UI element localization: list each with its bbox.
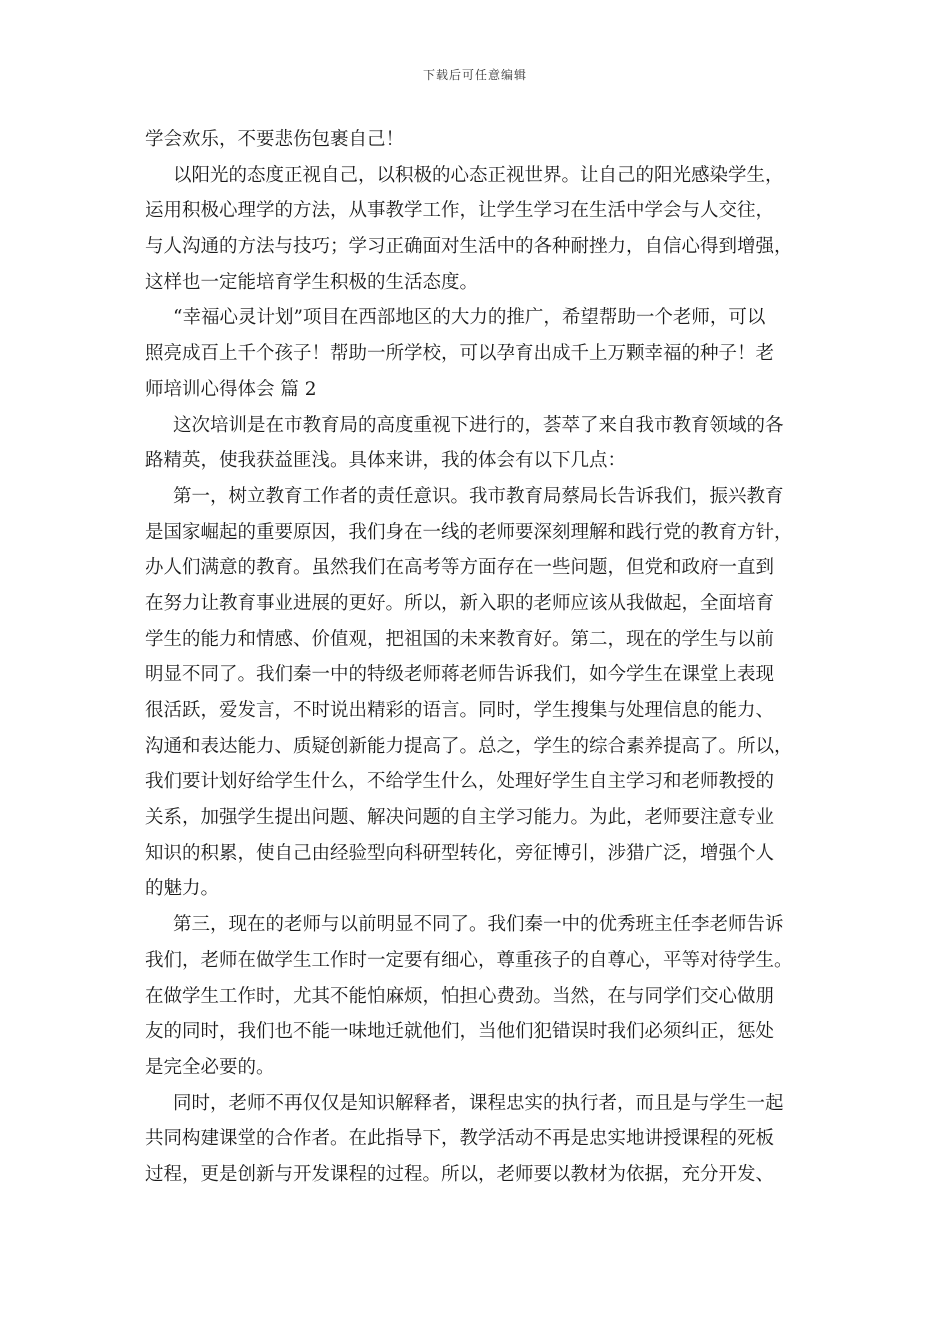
text-line: 学会欢乐，不要悲伤包裹自己！ bbox=[145, 129, 405, 150]
text-line: 以阳光的态度正视自己，以积极的心态正视世界。让自己的阳光感染学生， bbox=[173, 164, 784, 186]
text-line: 的魅力。 bbox=[145, 878, 220, 900]
text-line: 第一，树立教育工作者的责任意识。我市教育局蔡局长告诉我们，振兴教育 bbox=[173, 485, 784, 507]
text-line: 是国家崛起的重要原因，我们身在一线的老师要深刻理解和践行党的教育方针， bbox=[145, 521, 793, 543]
paragraph bbox=[145, 122, 805, 158]
text-line: 这次培训是在市教育局的高度重视下进行的，荟萃了来自我市教育领域的各 bbox=[173, 414, 784, 436]
text-line: 在努力让教育事业进展的更好。所以，新入职的老师应该从我做起，全面培育 bbox=[145, 592, 775, 614]
paragraph bbox=[145, 408, 805, 479]
text-line: 过程，更是创新与开发课程的过程。所以，老师要以教材为依据，充分开发、 bbox=[145, 1163, 775, 1185]
text-line: 照亮成百上千个孩子！帮助一所学校，可以孕育出成千上万颗幸福的种子！老 bbox=[145, 343, 775, 365]
text-line: 学生的能力和情感、价值观，把祖国的未来教育好。第二，现在的学生与以前 bbox=[145, 628, 775, 650]
paragraph bbox=[145, 158, 805, 301]
text-line: 第三，现在的老师与以前明显不同了。我们秦一中的优秀班主任李老师告诉 bbox=[173, 914, 784, 936]
paragraph bbox=[145, 907, 805, 1085]
text-line: “幸福心灵计划”项目在西部地区的大力的推广，希望帮助一个老师，可以 bbox=[173, 307, 766, 329]
text-line: 路精英，使我获益匪浅。具体来讲，我的体会有以下几点： bbox=[145, 450, 627, 472]
text-line: 知识的积累，使自己由经验型向科研型转化，旁征博引，涉猎广泛，增强个人 bbox=[145, 842, 775, 864]
text-line: 共同构建课堂的合作者。在此指导下，教学活动不再是忠实地讲授课程的死板 bbox=[145, 1128, 775, 1150]
paragraph bbox=[145, 479, 805, 907]
text-line: 是完全必要的。 bbox=[145, 1056, 275, 1078]
text-line: 运用积极心理学的方法，从事教学工作，让学生学习在生活中学会与人交往， bbox=[145, 200, 775, 222]
text-line: 办人们满意的教育。虽然我们在高考等方面存在一些问题，但党和政府一直到 bbox=[145, 557, 775, 579]
text-line: 师培训心得体会 篇 2 bbox=[145, 378, 317, 400]
page-header: 下载后可任意编辑 bbox=[422, 68, 527, 82]
text-line: 友的同时，我们也不能一味地迁就他们，当他们犯错误时我们必须纠正，惩处 bbox=[145, 1021, 775, 1043]
text-line: 与人沟通的方法与技巧；学习正确面对生活中的各种耐挫力，自信心得到增强， bbox=[145, 236, 793, 258]
document-body bbox=[145, 122, 805, 1193]
paragraph bbox=[145, 300, 805, 407]
text-line: 很活跃，爱发言，不时说出精彩的语言。同时，学生搜集与处理信息的能力、 bbox=[145, 700, 775, 721]
text-line: 我们要计划好给学生什么，不给学生什么，处理好学生自主学习和老师教授的 bbox=[145, 771, 775, 793]
paragraph bbox=[145, 1086, 805, 1193]
text-line: 明显不同了。我们秦一中的特级老师蒋老师告诉我们，如今学生在课堂上表现 bbox=[145, 664, 775, 686]
text-line: 关系，加强学生提出问题、解决问题的自主学习能力。为此，老师要注意专业 bbox=[145, 807, 775, 829]
text-line: 这样也一定能培育学生积极的生活态度。 bbox=[145, 271, 479, 293]
text-line: 我们，老师在做学生工作时一定要有细心，尊重孩子的自尊心，平等对待学生。 bbox=[145, 949, 793, 971]
text-line: 同时，老师不再仅仅是知识解释者，课程忠实的执行者，而且是与学生一起 bbox=[173, 1092, 784, 1114]
text-line: 在做学生工作时，尤其不能怕麻烦，怕担心费劲。当然，在与同学们交心做朋 bbox=[145, 985, 775, 1007]
text-line: 沟通和表达能力、质疑创新能力提高了。总之，学生的综合素养提高了。所以， bbox=[145, 735, 793, 757]
